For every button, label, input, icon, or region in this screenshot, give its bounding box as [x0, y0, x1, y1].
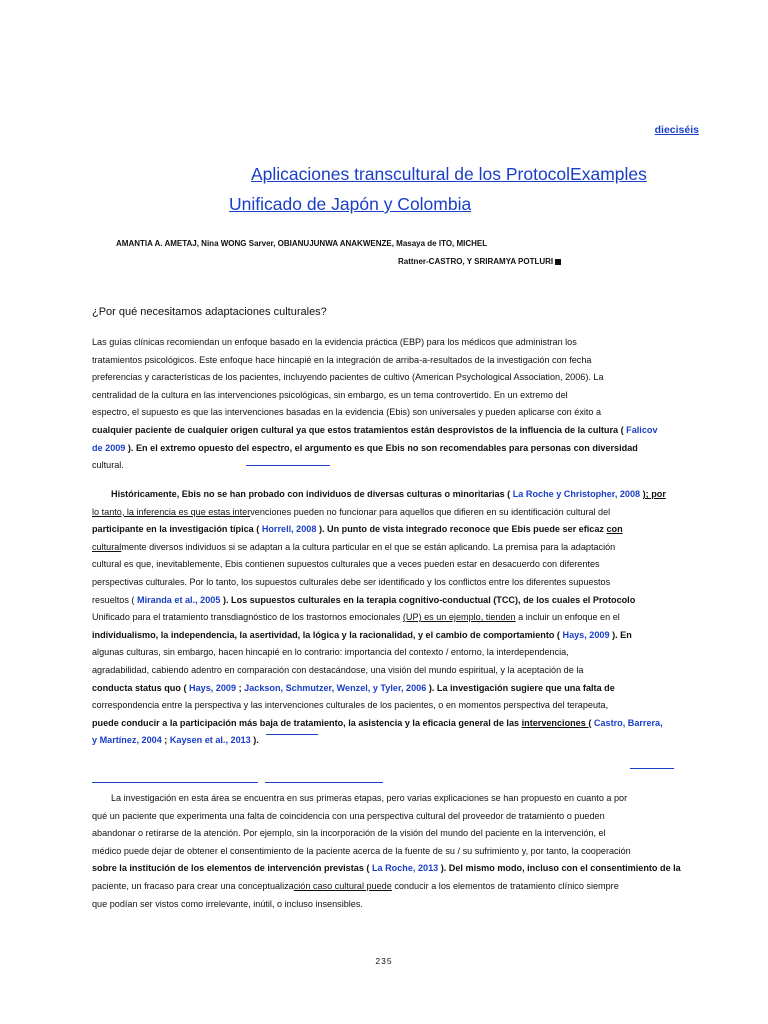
p3-text: paciente, un fracaso para crear una conceptualiza	[92, 880, 294, 891]
p2-line	[92, 486, 684, 504]
paragraph-1	[92, 334, 684, 475]
p3-line: médico puede dejar de obtener el consentimiento de la paciente acerca de la fuente de su / su sufrimiento y, por tanto, la cooperación	[92, 845, 631, 856]
p2-text: con	[606, 524, 623, 535]
p2-line: perspectivas culturales. Por lo tanto, los supuestos culturales debe ser identificado y los conflictos entre los diferentes supuestos	[92, 576, 611, 587]
link-underline-rule	[266, 734, 318, 735]
citation-jackson[interactable]: Jackson, Schmutzer, Wenzel, y Tyler, 2006	[244, 682, 427, 693]
p1-line	[92, 440, 684, 458]
link-underline-rule	[246, 465, 330, 466]
citation-falicov-year[interactable]: de 2009	[92, 442, 126, 453]
link-underline-rule	[630, 768, 674, 769]
citation-laroche-2013[interactable]: La Roche, 2013	[371, 863, 439, 874]
p2-line	[92, 680, 684, 698]
p2-text: ). En	[612, 629, 632, 640]
p2-text: ).	[253, 735, 259, 746]
title-line-2[interactable]: Unificado de Japón y Colombia	[229, 194, 472, 214]
link-underline-rule	[92, 782, 258, 783]
p2-line	[92, 609, 684, 627]
p2-text: venciones pueden no funcionar para aquellos que difieren en su identificación cultural del	[250, 506, 611, 517]
p2-text: lo tanto, la inferencia es que estas inter	[92, 506, 251, 517]
p2-text: intervenciones (	[521, 717, 592, 728]
p2-text: conducta status quo (	[92, 682, 187, 693]
p3-line: abandonar o retirarse de la atención. Por ejemplo, sin la incorporación de la visión del mundo del paciente en la intervención, el	[92, 828, 606, 839]
p2-text: ); por	[642, 489, 666, 499]
p2-line: algunas culturas, sin embargo, hacen hincapié en lo contrario: importancia del contexto / entorno, la interdependencia,	[92, 647, 569, 658]
citation-castro[interactable]: Castro, Barrera,	[593, 717, 663, 728]
p2-line	[92, 504, 684, 522]
p2-text: participante en la investigación típica (	[92, 524, 260, 535]
p2-text: ;	[238, 682, 242, 693]
paragraph-3	[92, 790, 684, 913]
p1-line: preferencias y características de los pacientes, incluyendo pacientes de cultivo (American Psychological Association, 2006). La	[92, 372, 604, 383]
p2-line	[92, 592, 684, 610]
p1-line	[92, 422, 684, 440]
title-line-1[interactable]: Aplicaciones transcultural de los ProtocolExamples	[251, 164, 647, 184]
paragraph-2	[92, 486, 684, 750]
authors-line-2-text: Rattner-CASTRO, Y SRIRAMYA POTLURI	[398, 257, 554, 266]
p2-text: ;	[164, 735, 168, 746]
p1-line: Las guías clínicas recomiendan un enfoque basado en la evidencia práctica (EBP) para los médicos que administran los	[92, 337, 577, 347]
p1-line-6-text: cualquier paciente de cualquier origen cultural ya que estos tratamientos están desprovistos de la influencia de la cultura (	[92, 424, 624, 435]
p1-line: cultural.	[92, 460, 124, 471]
p3-line	[92, 860, 684, 878]
p3-line: que podían ser vistos como irrelevante, inútil, o incluso insensibles.	[92, 898, 363, 909]
p1-line-7-text: ). En el extremo opuesto del espectro, el argumento es que Ebis no son recomendables para personas con diversidad	[127, 442, 638, 453]
section-question: ¿Por qué necesitamos adaptaciones culturales?	[92, 306, 327, 318]
p2-line: agradabilidad, cabiendo adentro en comparación con destacándose, una visión del mundo espiritual, y la aceptación de la	[92, 664, 584, 675]
p2-text: a incluir un enfoque en el	[518, 612, 620, 623]
p2-line: cultural es que, inevitablemente, Ebis contienen supuestos culturales que a veces pueden estar en desacuerdo con diferentes	[92, 559, 600, 570]
citation-horrell[interactable]: Horrell, 2008	[261, 524, 317, 535]
citation-hays-2[interactable]: Hays, 2009	[189, 682, 237, 693]
citation-falicov[interactable]: Falicov	[626, 424, 658, 435]
p3-text: sobre la institución de los elementos de intervención previstas (	[92, 863, 370, 874]
citation-kaysen[interactable]: Kaysen et al., 2013	[169, 735, 251, 746]
p3-line	[92, 878, 684, 896]
p2-text: ). Los supuestos culturales en la terapia cognitivo-conductual (TCC), de los cuales el Protocolo	[222, 594, 636, 605]
page-label[interactable]: dieciséis	[654, 124, 699, 136]
citation-hays[interactable]: Hays, 2009	[562, 629, 610, 640]
p3-text: conducir a los elementos de tratamiento clínico siempre	[394, 880, 619, 891]
p1-line: espectro, el supuesto es que las intervenciones basadas en la evidencia (Ebis) son universales y pueden aplicarse con éxito a	[92, 407, 602, 418]
citation-miranda[interactable]: Miranda et al., 2005	[137, 594, 221, 605]
page-number: 235	[375, 956, 393, 966]
p2-text: mente diversos individuos si se adaptan a la cultura particular en el que se están aplicando. La premisa para la adaptación	[121, 541, 616, 552]
p2-line	[92, 715, 684, 733]
p3-line: qué un paciente que experimenta una falta de coincidencia con una perspectiva cultural del proveedor de tratamiento o pueden	[92, 810, 605, 821]
p2-text: ). La investigación sugiere que una falta de	[428, 682, 615, 693]
authors-line-1: AMANTIA A. AMETAJ, Nina WONG Sarver, OBIANUJUNWA ANAKWENZE, Masaya de ITO, MICHEL	[116, 239, 488, 248]
p2-text: puede conducir a la participación más baja de tratamiento, la asistencia y la eficacia general de las	[92, 717, 520, 728]
link-underline-rule	[265, 782, 383, 783]
p2-line: correspondencia entre la perspectiva y las intervenciones culturales de los pacientes, o en momentos perspectiva del terapeuta,	[92, 700, 609, 711]
p2-text: (UP) es un ejemplo, tienden	[402, 612, 516, 623]
p3-text: ). Del mismo modo, incluso con el consentimiento de la	[440, 863, 681, 874]
p3-line: La investigación en esta área se encuentra en sus primeras etapas, pero varias explicaciones se han propuesto en cuanto a por	[111, 793, 628, 803]
square-bullet-icon	[555, 259, 561, 265]
p2-text: Unificado para el tratamiento transdiagnóstico de los trastornos emocionales	[92, 612, 401, 623]
p2-text: cultural	[92, 541, 122, 552]
citation-castro-2004[interactable]: y Martínez, 2004	[92, 735, 162, 746]
p2-line	[92, 732, 684, 750]
p1-line: centralidad de la cultura en las intervenciones psicológicas, sin embargo, es un tema controvertido. En un extremo del	[92, 389, 568, 400]
citation-laroche-christopher[interactable]: La Roche y Christopher, 2008	[512, 489, 641, 499]
p2-text: Históricamente, Ebis no se han probado con individuos de diversas culturas o minoritarias (	[111, 489, 511, 499]
p2-line	[92, 539, 684, 557]
p3-text: ción caso cultural puede	[293, 880, 392, 891]
p2-text: resueltos (	[92, 594, 135, 605]
p2-text: ). Un punto de vista integrado reconoce que Ebis puede ser eficaz	[318, 524, 604, 535]
authors-line-2	[398, 257, 561, 266]
p2-text: individualismo, la independencia, la asertividad, la lógica y la racionalidad, y el cambio de comportamiento (	[92, 629, 560, 640]
p2-line	[92, 627, 684, 645]
p2-line	[92, 521, 684, 539]
p1-line: tratamientos psicológicos. Este enfoque hace hincapié en la integración de arriba-a-resultados de la investigación con fecha	[92, 354, 592, 365]
